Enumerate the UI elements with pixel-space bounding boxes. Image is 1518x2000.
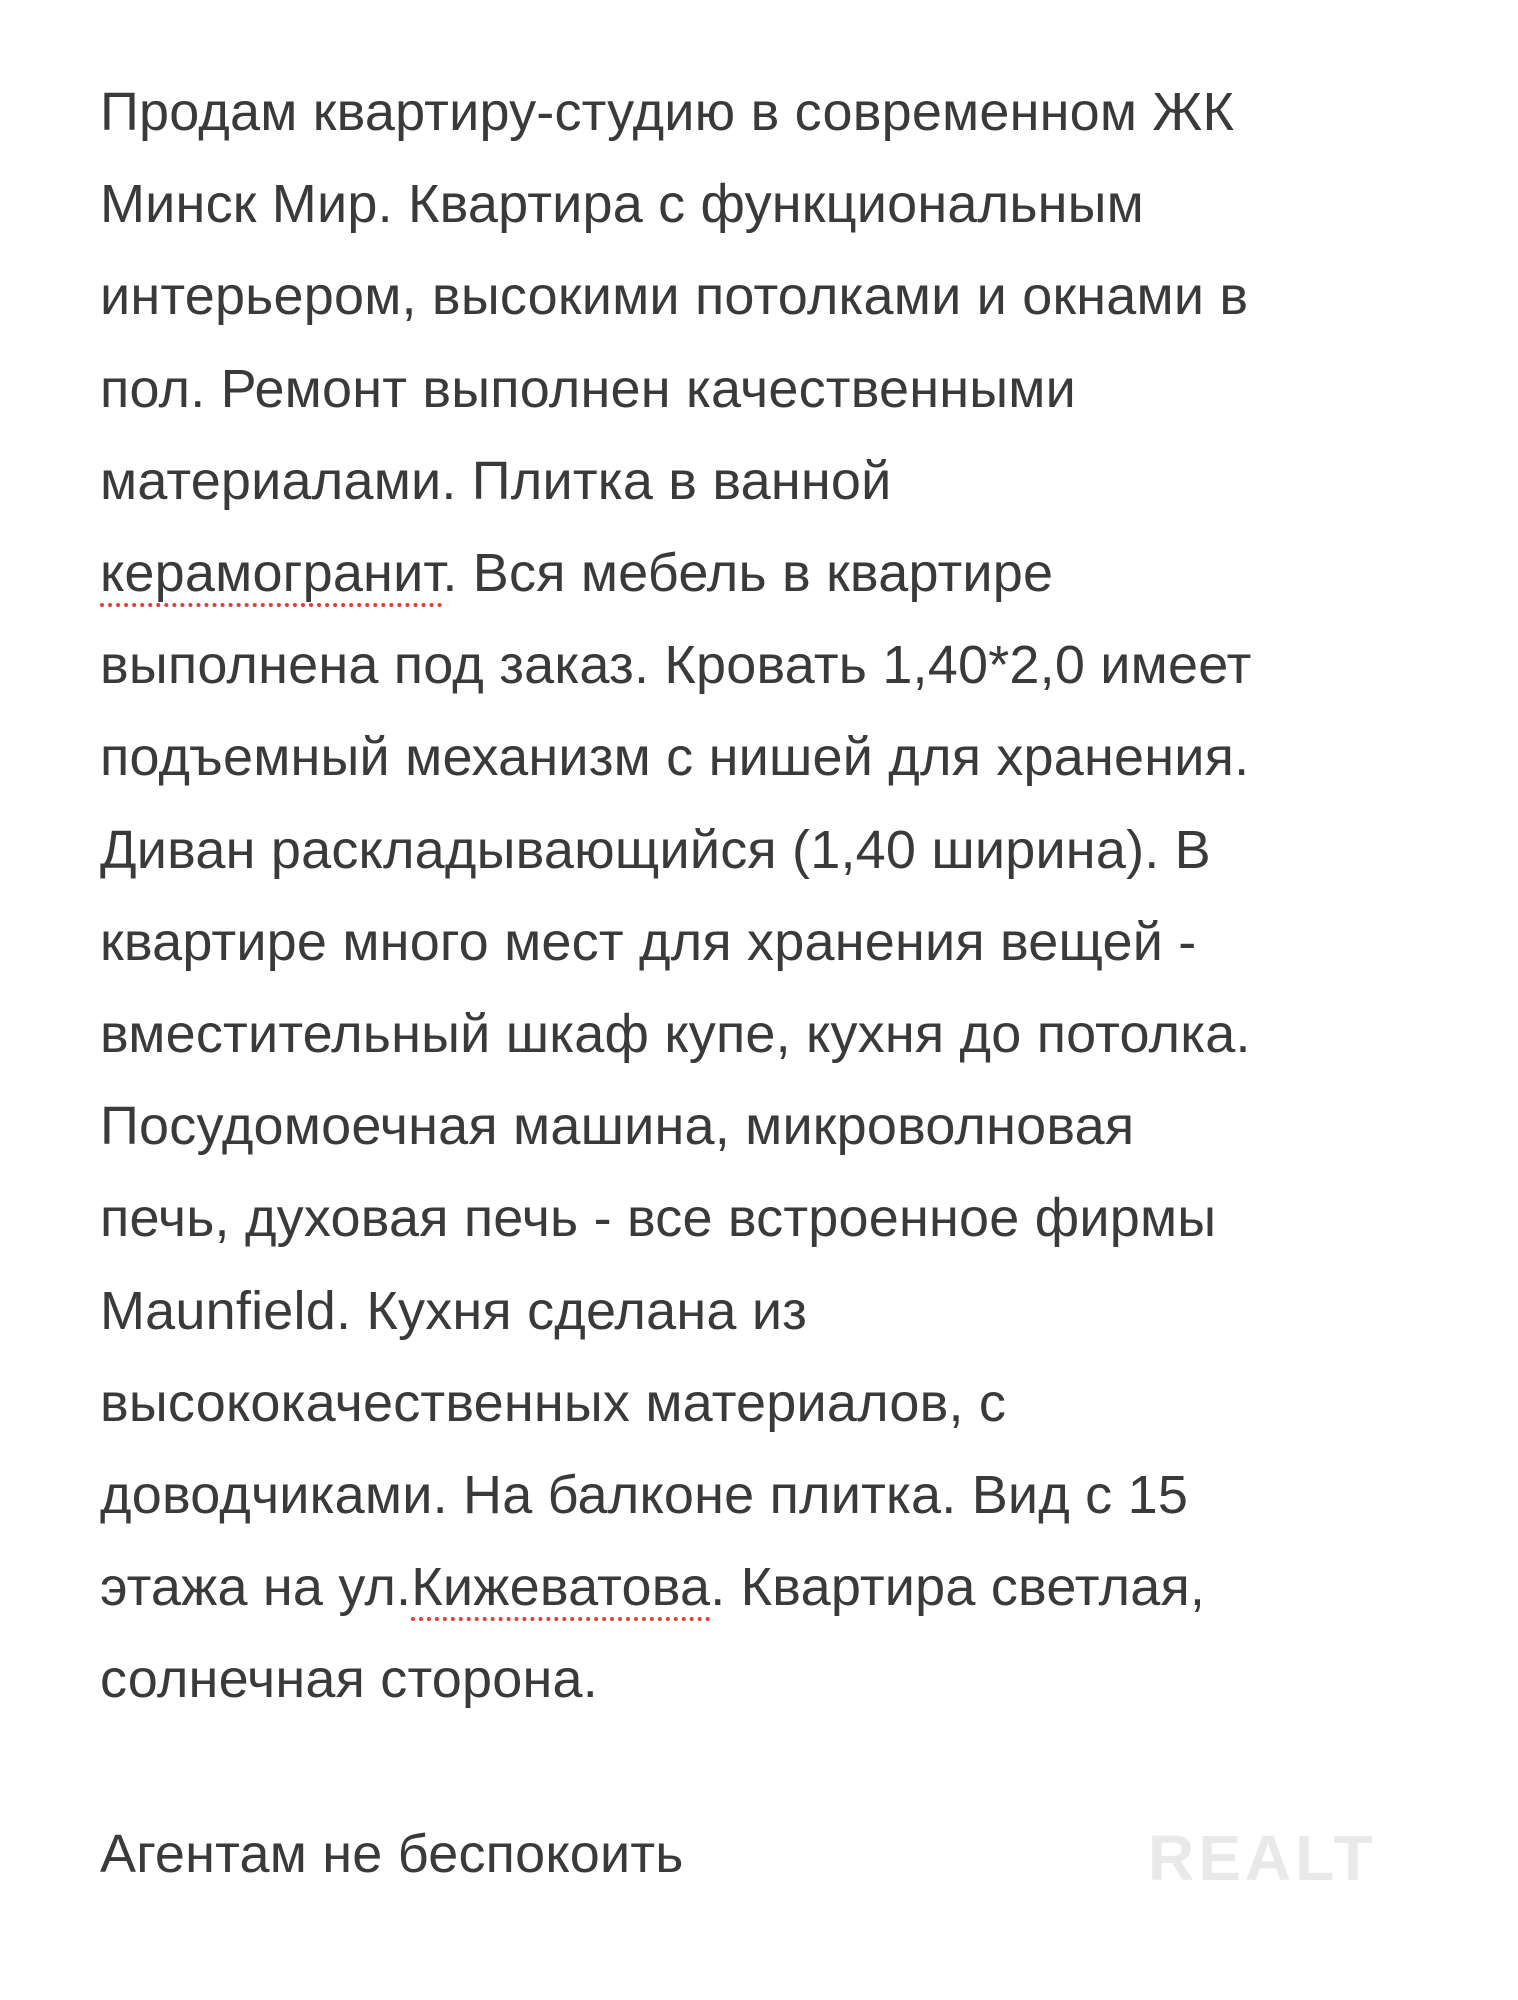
note-line: Maunfield. Кухня сделана из bbox=[100, 1280, 808, 1341]
note-line-text: этажа на ул. bbox=[100, 1557, 412, 1618]
note-line-text: . Квартира светлая, bbox=[710, 1557, 1206, 1618]
note-line: доводчиками. На балконе плитка. Вид с 15 bbox=[100, 1465, 1189, 1526]
note-line: вместительный шкаф купе, кухня до потолка. bbox=[100, 1004, 1251, 1065]
note-line: пол. Ремонт выполнен качественными bbox=[100, 358, 1076, 419]
note-line: интерьером, высокими потолками и окнами в bbox=[100, 266, 1249, 327]
misspelled-word[interactable]: керамогранит bbox=[100, 543, 443, 604]
note-line: Продам квартиру-студию в современном ЖК bbox=[100, 82, 1235, 142]
note-line-text: . Вся мебель в квартире bbox=[442, 543, 1054, 604]
note-line: Минск Мир. Квартира с функциональным bbox=[100, 174, 1145, 235]
note-line: высококачественных материалов, с bbox=[100, 1372, 1007, 1433]
note-line: квартире много мест для хранения вещей - bbox=[100, 911, 1197, 972]
note-line: материалами. Плитка в ванной bbox=[100, 450, 892, 511]
note-line bbox=[100, 1541, 1460, 1633]
note-line: Посудомоечная машина, микроволновая bbox=[100, 1096, 1135, 1157]
note-body[interactable] bbox=[100, 66, 1460, 1726]
note-line: Диван раскладывающийся (1,40 ширина). В bbox=[100, 819, 1211, 880]
note-line bbox=[100, 527, 1460, 619]
note-line: выполнена под заказ. Кровать 1,40*2,0 имеет bbox=[100, 635, 1252, 696]
agents-notice: Агентам не беспокоить bbox=[100, 1824, 684, 1884]
misspelled-word[interactable]: Кижеватова bbox=[411, 1557, 711, 1618]
watermark-text: REALT bbox=[1148, 1822, 1377, 1892]
note-line: солнечная сторона. bbox=[100, 1649, 598, 1710]
note-line: печь, духовая печь - все встроенное фирмы bbox=[100, 1188, 1217, 1249]
note-line: подъемный механизм с нишей для хранения. bbox=[100, 727, 1250, 788]
realt-logo-icon bbox=[1148, 1822, 1438, 1892]
